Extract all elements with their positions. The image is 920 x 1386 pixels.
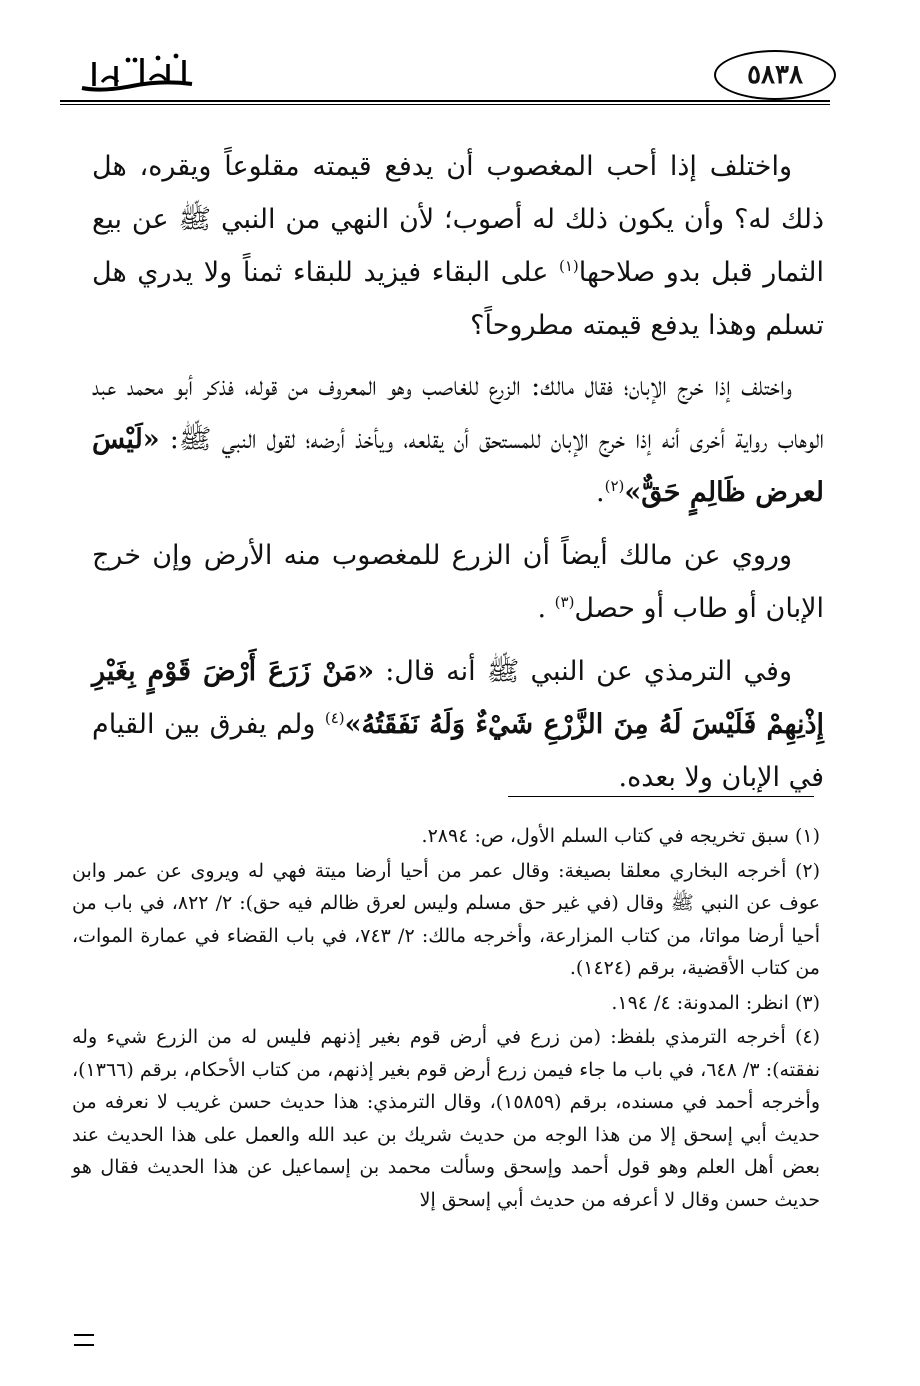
footnote-ref[interactable]: (١) [558,257,579,275]
footnote-item [72,1021,820,1216]
paragraph: وفي الترمذي عن النبي ﷺ أنه قال: «مَنْ زَرَعَ أَرْضَ قَوْمٍ بِغَيْرِ إِذْنِهِمْ فَلَيْسَ لَهُ مِنَ الزَّرْعِ شَيْءٌ وَلَهُ نَفَقَتُهُ»$^{(٤)}$ ولم يفرق بين القيام في الإبان ولا بعده. [92,656,824,793]
footnote-item [72,855,820,985]
footnote-item [72,987,820,1020]
footnote-ref[interactable]: (٢) [604,477,625,495]
footnote-text: أخرجه الترمذي بلفظ: (من زرع في أرض قوم بغير إذنهم فليس له من الزرع شيء وله نفقته): ٣/ ٦٤٨، في باب ما جاء فيمن زرع أرض قوم بغير إذنهم، من كتاب الأحكام، برقم (١٣٦٦)، وأخرجه أحمد في مسنده، برقم (١٥٨٥٩)، وقال الترمذي: هذا حديث حسن غريب لا نعرفه من حديث أبي إسحق إلا من هذا الوجه من حديث شريك بن عبد الله والعمل على هذا الحديث عند بعض أهل العلم وهو قول أحمد وإسحق وسألت محمد بن إسماعيل عن هذا الحديث فقال هو حديث حسن وقال لا أعرفه من حديث أبي إسحق إلا [72,1026,820,1211]
footnote-number: (٤) [794,1026,820,1048]
footnote-number: (٣) [794,991,820,1014]
hadith-quote: «لَيْسَ لعرض ظَالِمٍ حَقٌّ» [92,424,824,508]
footnote-ref[interactable]: (٣) [554,593,575,611]
footnote-text: سبق تخريجه في كتاب السلم الأول، ص: ٢٨٩٤. [421,825,789,847]
header-rule-thin [60,104,830,105]
footnotes [72,820,820,1218]
book-title-logo [72,48,202,98]
paragraph: وروي عن مالك أيضاً أن الزرع للمغصوب منه الأرض وإن خرج الإبان أو طاب أو حصل$^{(٣)}$ . [92,540,824,624]
footnote-number: (٢) [794,859,820,882]
main-text [92,140,824,814]
paragraph: واختلف إذا خرج الإبان؛ فقال مالك: الزرع للغاصب وهو المعروف من قوله، فذكر أبو محمد عبد الوهاب رواية أخرى أنه إذا خرج الإبان للمستحق أن يقلعه، ويأخذ أرضه؛ لقول النبي ﷺ: «لَيْسَ لعرض ظَالِمٍ حَقٌّ»$^{(٢)}$. [92,371,824,508]
footnote-text: انظر: المدونة: ٤/ ١٩٤. [611,991,789,1014]
paragraph: واختلف إذا أحب المغصوب أن يدفع قيمته مقلوعاً ويقره، هل ذلك له؟ وأن يكون ذلك له أصوب؛ لأن النهي من النبي ﷺ عن بيع الثمار قبل بدو صلاحها$^{(١)}$ على البقاء فيزيد للبقاء ثمناً ولا يدري هل تسلم وهذا يدفع قيمته مطروحاً؟ [92,151,825,341]
footnote-number: (١) [794,825,820,847]
footnote-text: أخرجه البخاري معلقا بصيغة: وقال عمر من أحيا أرضا ميتة فهي له ويروى عن عمر وابن عوف عن النبي ﷺ وقال (في غير حق مسلم وليس لعرق ظالم فيه حق): ٢/ ٨٢٢، في باب من أحيا أرضا مواتا، من كتاب المزارعة، وأخرجه مالك: ٢/ ٧٤٣، في باب القضاء في عمارة الموات، من كتاب الأقضية، برقم (١٤٢٤). [72,859,820,979]
footnote-ref[interactable]: (٤) [324,709,345,727]
hadith-quote: «مَنْ زَرَعَ أَرْضَ قَوْمٍ بِغَيْرِ إِذْنِهِمْ فَلَيْسَ لَهُ مِنَ الزَّرْعِ شَيْءٌ وَلَهُ نَفَقَتُهُ» [92,656,824,740]
footnote-item [72,820,820,853]
page-number: ٥٨٣٨ [714,50,836,100]
page-header [60,48,830,108]
footnote-separator [508,796,814,797]
continuation-mark [74,1334,94,1346]
header-rule [60,100,830,102]
calligraphy-logo-icon [72,48,202,98]
